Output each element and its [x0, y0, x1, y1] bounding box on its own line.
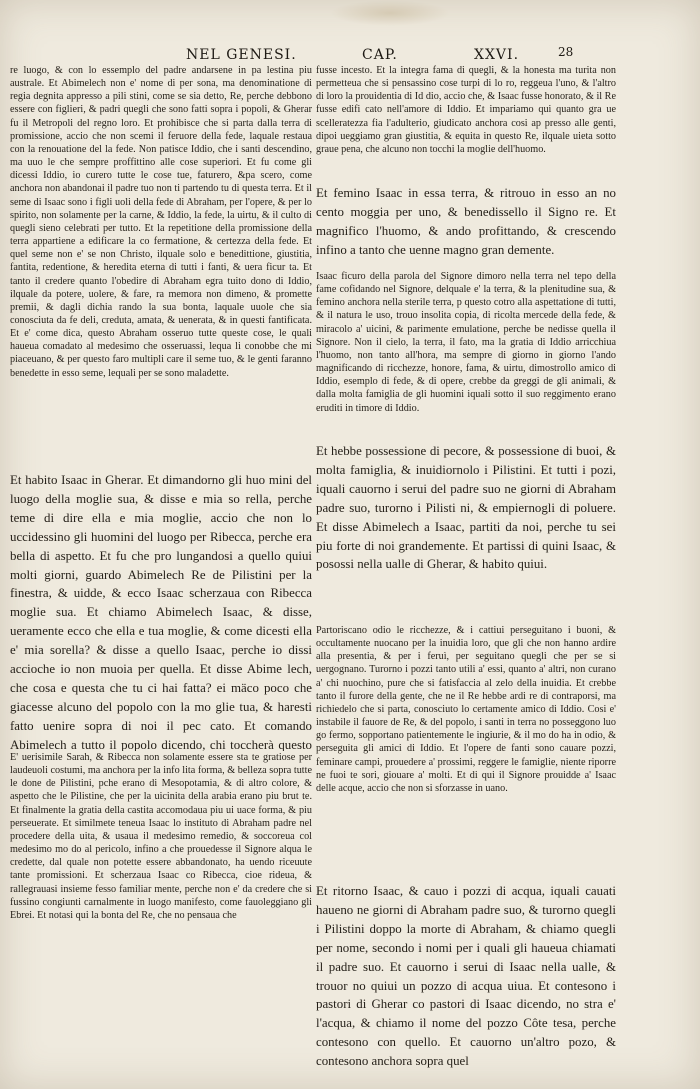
paper-stain — [330, 0, 450, 26]
scripture-paragraph: Et habito Isaac in Gherar. Et dimandorno gli huo mini del luogo della moglie sua, & disse e mia so rella, perche teme di dire ella e mia moglie, accio che non lo uccidessino gli huomini del luogo per Ribecca, perche era bella di aspetto. Et fu che pro lungandosi a quello quiui molti giorni, guardo Abimelech Re de Pilistini per la finestra, & uidde, & ecco Isaac scherzaua con Ribecca moglie sua. Et chiamo Abimelech Isaac, & disse, ueramente ecco che ella e tua moglie, & come dicesti ella e' mia sorella? & disse a quello Isaac, perche io dissi accioche io non muoia per quella. Et disse Abime lech, che cosa e questa che tu ci hai fatta? ei mäco poco che giacesse alcuno del popolo con la mo glie tua, & haresti fatto uenire sopra di noi il pec cato. Et comando Abimelech a tutto il popolo dicendo, chi toccherà questo — [10, 473, 312, 751]
commentary-paragraph: Partoriscano odio le ricchezze, & i cattiui perseguitano i buoni, & occultamente nuocano per la inuidia loro, que gli che non hanno ardire alla presentia, & per i feruì, per seguitano quegli che per se si uergognano. Turorno i pozzi tanto utili a' essi, quanto a' altri, non curano a' chi nuochino, pure che si fatisfaccia al zelo della inuidia. Et crebbe tanto il furore della gente, che ne il Re hebbe ardi re di contraporsi, ma richiedelo che si parta, conosciuto lo certamente amico di Iddio. Cosi e' instabile il fauore de Re, & del popolo, i santi in terra no posseggono luo go fermo, sopportano patientemente le ingiurie, & il mo do ha in odio, & perseguita gli amici di Iddio. Et l'opere de fanti sono cauare pozzi, feminare campi, prouedere a' prossimi, reggere le famiglie, niente riporre ne fuoi te sori, giouare a' molti. Et di qui il Signore prouidde a' Isaac delle acque, accio che non si sforzasse in uano. — [316, 625, 616, 794]
commentary-paragraph: fusse incesto. Et la integra fama di quegli, & la honesta ma turita non permetteua che si pensassino cose turpi di lo ro, reggeua l'uno, & l'altro di loro la prouidentia di Id dio, accio che, & Isaac fusse honorato, & il Re fusse edifi cato nell'amore di Iddio. Et impariamo qui quanto gra ue scelleratezza fia l'adulterio, giudicato anchora cosi ap presso alle genti, dipoi ueggiamo gran giustitia, & equita in questo Re, ilquale uieta sotto graue pena, che alcuno non tocchi la moglie dell'huomo. — [316, 65, 616, 155]
header-chapter-label: CAP. — [362, 47, 398, 63]
left-column — [10, 64, 312, 1009]
scripture-paragraph: Et femino Isaac in essa terra, & ritrouo in esso an no cento moggia per uno, & benedissello il Signo re. Et magnifico l'huomo, & ando profittando, & crescendo infino a tanto che uenne magno gran demente. — [316, 186, 616, 257]
commentary-paragraph: re luogo, & con lo essemplo del padre andarsene in pa lestina piu australe. Et Abimelech non e' nome di per sona, ma denominatione di regia degnita appresso a pili stini, come se sia detto, Re, perche debbono essere con figlieri, & padri quegli che sono fatti sopra i popoli, & Gherar fu il Metropoli del regno loro. Et prohibisce che si parta dalla terra di promissione, accio che non scemi il feruore della fede, laquale restaua con la renouatione del la fede. Non patisce Iddio, che i santi descendino, ma uuo le che sempre proffittino alle cose superiori. Et fu come gli dicessi Iddio, io curero tutte le cose tue, faturero, &pa scero, come anchora non abandonai il padre tuo non ti partendo tu di questa terra. Et il seme di Isaac sono i figli uoli della fede di Abraham, per l'opere, & per lo spirito, non solamente per la carne, & Iddio, la fede, la uirtu, & il culto di quegli sieno celebrati per tutto. Et la repetitione della promissione della terra appartiene a edificare la co fermatione, & certezza della fede. Et quel seme non e' se non Christo, ilquale solo e benedittione, giustitia, fantita, redentione, & heredita eterna di tutti i fanti, & uera ficur ta. Et tanto il credere quanto l'obedire di Abraham egra tuito dono di Iddio, ilquale da potere, uolere, & fare, ra memora non dimeno, & promette premii, & dagli dichia rando la sua bonta, laquale uuole che sia conosciuta da fe deli, creduta, amata, & uenerata, & in questi fantificata. Et e' come dica, questo Abraham osseruo tutte queste cose, le quali haueua comadato al medesimo che osseruassi, lequa li conobbe che mi piaceuano, & per questo faro multipli care il seme tuo, & le genti faranno benedette in esso seme, lequali per se sono maladette. — [10, 65, 312, 379]
page-number: 28 — [558, 45, 574, 59]
scripture-paragraph: Et ritorno Isaac, & cauo i pozzi di acqua, iquali cauati haueno ne giorni di Abraham padre suo, & turorno quegli i Pilistini doppo la morte di Abraham, & chiamo quegli per nome, secondo i nomi per i quali gli haueua chiamati il padre suo. Et cauorno i serui di Isaac nella ualle, & trouor no quiui un pozzo di acqua uiua. Et contesono i pastori di Gherar co pastori di Isaac dicendo, no stra e' l'acqua, & chiamo il nome del pozzo Côte tesa, perche contesono con quello. Et cauorno un'altro pozo, & contesono anchora sopra quel — [316, 884, 616, 1068]
scripture-paragraph: Et hebbe possessione di pecore, & possessione di buoi, & molta famiglia, & inuidiornolo i Pilistini. Et tutti i pozi, iquali cauorno i serui del padre suo ne giorni di Abraham padre suo, turorno i Pilisti ni, & empiernogli di poluere. Et disse Abimelech a Isaac, partiti da noi, perche tu sei piu forte di noi grandemente. Et partissi di quini Isaac, & posossi nella ualle di Gherar, & habito quiui. — [316, 444, 616, 572]
commentary-paragraph: E' uerisimile Sarah, & Ribecca non solamente essere sta te gratiose per laudeuoli costumi, ma anchora per la info lita forma, & belleza sopra tutte le done de Pilistini, pche erano di Mesopotamia, & di altro colore, & aspetto che le Pilistine, che per la uicinita della arabia erano piu brut te. Et finalmente la gratia della castita accomodaua piu ui uace forma, & piu perseuerate. Et similmete teneua Isaac lo instituto di Abraham padre nel procedere della uita, & usaua il medesimo remedio, & soccoreua col medesimo mo do al pericolo, infino a che prouedesse il Signore alqua le credette, dal quale non potette essere abbandonato, ha uendo riceuute tante promissioni. Et scherzaua Isaac co Ribecca, cioe rideua, & rallegrauasi insieme fesso familiar mente, perche non e' da credere che si fussino congiunti carnalmente in luogo manifesto, come fauoleggiano gli Ebrei. Et notasi qui la bonta del Re, che no pensaua che — [10, 752, 312, 921]
header-book-title: NEL GENESI. — [186, 47, 297, 63]
header-chapter-number: XXVI. — [474, 47, 520, 63]
right-column — [316, 64, 616, 1068]
commentary-paragraph: Isaac ficuro della parola del Signore dimoro nella terra nel tepo della fame cofidando nel Signore, delquale e' la terra, & la plenitudine sua, & femino anchora nella sterile terra, p questo cotro alla aspettatione di tutti, & il natura le uso, trouo insolita copia, di ricolta mercede della fede, & miracolo a' uicini, & parimente emulatione, perche be nedisse quella il Signore. Non il cielo, la terra, il fato, ma la gratia di Iddio arricchiua l'huomo, non tanto all'hora, ma sempre di giorno in giorno l'ando magnificando di ricchezze, honore, fama, & uirtu, dimostrollo amico di Iddio, esemplo di fede, & di opere, crebbe da greggi de gli animali, & dalla molta famiglia de gli huomini iquali sotto il suo reggimento erano eruditi in timore di Iddio. — [316, 271, 616, 414]
